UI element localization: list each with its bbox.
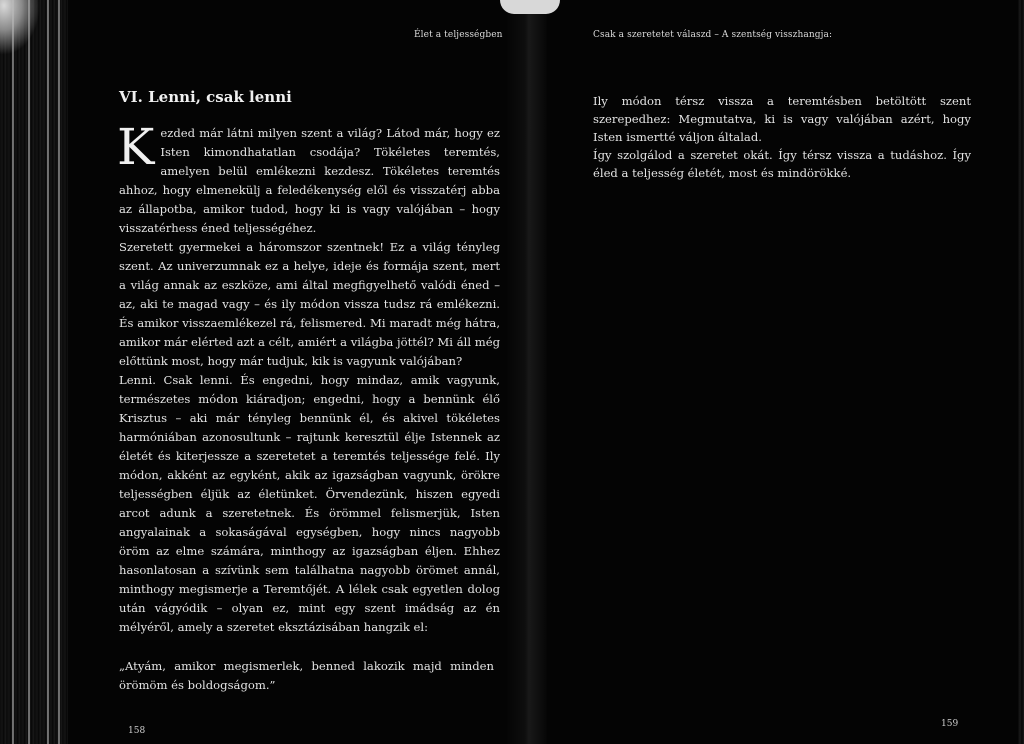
chapter-title: VI. Lenni, csak lenni [119,88,292,106]
binding-edge [0,0,68,744]
right-body-text [593,92,971,182]
paragraph: Lenni. Csak lenni. És engedni, hogy mindaz, amik vagyunk, természetes módon kiáradjon; engedni, hogy a bennünk élő Krisztus – aki már tényleg bennünk él, és akivel tökéletes harmóniában azonosultunk – rajtunk keresztül élje Istennek az életét és kiterjessze a szeretetet a teremtés teljessége felé. Ily módon, akként az egyként, akik az igazságban vagyunk, örökre teljességben éljük az életünket. Örvendezünk, hiszen egyedi arcot adunk a szeretetnek. És örömmel felismerjük, Isten angyalainak a sokaságával egységben, hogy nincs nagyobb öröm az elme számára, minthogy az igazságban éljen. Ehhez hasonlatosan a szívünk sem találhatna nagyobb örömet annál, minthogy megismerje a Teremtőjét. A lélek csak egyetlen dolog után vágyódik – olyan ez, mint egy szent imádság az én mélyéről, amely a szeretet eksztázisában hangzik el: [119,373,500,634]
right-page-number: 159 [941,719,959,729]
left-body-text [117,118,500,637]
left-running-head: Élet a teljességben [414,30,503,40]
book-gutter [507,0,547,744]
edge-stripe [58,0,60,744]
right-page-edge [1018,0,1024,744]
edge-stripe [47,0,49,744]
paragraph [117,118,500,238]
edge-stripe [28,0,30,744]
scan-corner [0,0,40,55]
prayer-quote: „Atyám, amikor megismerlek, benned lakozik majd minden örömöm és boldogságom.” [119,659,494,692]
paragraph-text: ezded már látni milyen szent a világ? Látod már, hogy ez Isten kimondhatatlan csodája? Tökéletes teremtés, amelyen belül emlékezni kezdesz. Tökéletes teremtés ahhoz, hogy elmenekülj a feledékenység elől és visszatérj abba az állapotba, amikor tudod, hogy ki is vagy valójában – hogy visszatérhess éned teljességéhez. [119,126,500,235]
gutter-scan-artifact [500,0,560,14]
paragraph: Így szolgálod a szeretet okát. Így térsz vissza a tudáshoz. Így éled a teljesség életét, most és mindörökké. [593,148,971,180]
left-page-number: 158 [128,726,146,736]
drop-cap: K [117,118,155,176]
paragraph: Ily módon térsz vissza a teremtésben betöltött szent szerepedhez: Megmutatva, ki is vagy valójában azért, hogy Isten ismertté váljon általad. [593,94,971,144]
paragraph: Szeretett gyermekei a háromszor szentnek! Ez a világ tényleg szent. Az univerzumnak ez a helye, ideje és formája szent, mert a világ annak az eszköze, ami által megfigyelhető valódi éned – az, aki te magad vagy – és ily módon vissza tudsz rá emlékezni. És amikor visszaemlékezel rá, felismered. Mi maradt még hátra, amikor már elérted azt a célt, amiért a világba jöttél? Mi áll még előttünk most, hogy már tudjuk, kik is vagyunk valójában? [119,240,500,368]
right-running-head: Csak a szeretetet válaszd – A szentség visszhangja: [593,30,833,40]
edge-stripe [12,0,14,744]
